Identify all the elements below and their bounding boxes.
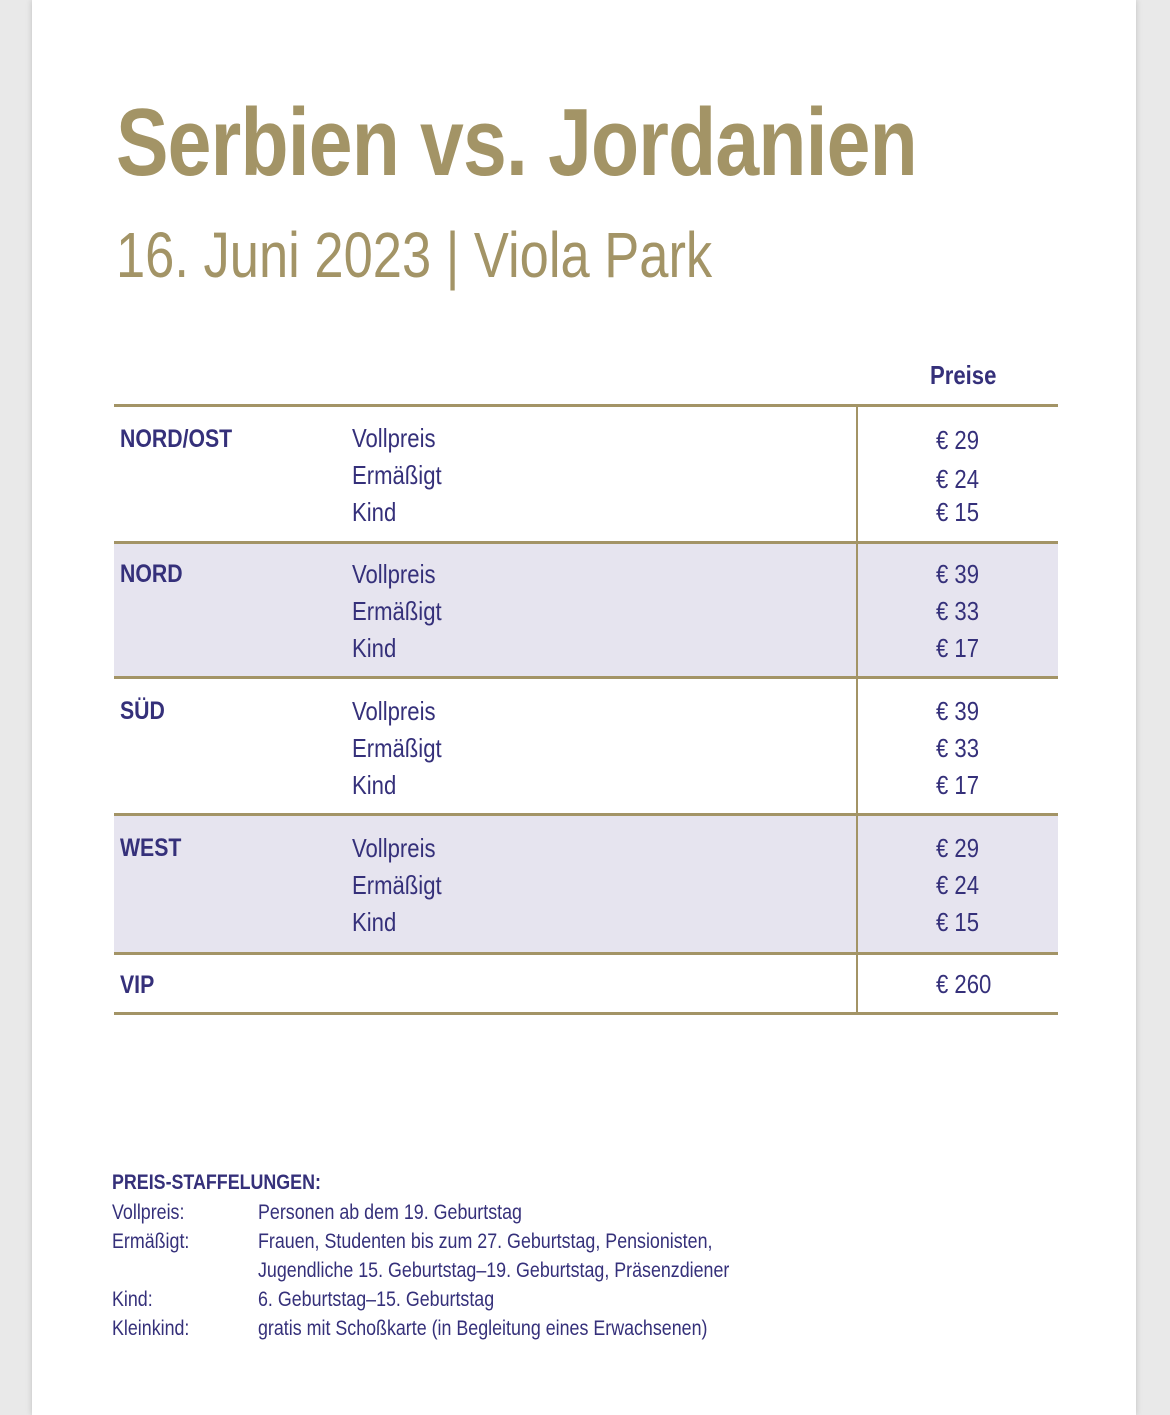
price-value: € 29 bbox=[936, 425, 980, 455]
notes-description: Personen ab dem 19. Geburtstag bbox=[258, 1201, 522, 1224]
table-row bbox=[114, 952, 1058, 1015]
category-label: Kind bbox=[352, 907, 397, 937]
price-tier-notes bbox=[112, 1168, 730, 1343]
category-label: Kind bbox=[352, 633, 397, 663]
column-divider bbox=[856, 544, 858, 676]
column-divider bbox=[856, 679, 858, 813]
category-list bbox=[352, 693, 457, 804]
price-value: € 29 bbox=[936, 833, 980, 863]
category-list bbox=[352, 556, 457, 667]
category-label: Vollpreis bbox=[352, 423, 436, 453]
price-value: € 33 bbox=[936, 596, 980, 626]
price-value: € 15 bbox=[936, 497, 980, 527]
category-label: Ermäßigt bbox=[352, 460, 442, 490]
price-value: € 15 bbox=[936, 907, 980, 937]
notes-term: Ermäßigt: bbox=[112, 1230, 190, 1253]
notes-term: Kind: bbox=[112, 1288, 153, 1311]
notes-row bbox=[112, 1227, 713, 1256]
column-divider bbox=[856, 407, 858, 541]
notes-description: Jugendliche 15. Geburtstag–19. Geburtstag, Präsenzdiener bbox=[258, 1259, 730, 1282]
table-row bbox=[114, 404, 1058, 541]
notes-description: 6. Geburtstag–15. Geburtstag bbox=[258, 1288, 495, 1311]
page-title: Serbien vs. Jordanien bbox=[116, 89, 917, 196]
notes-term: Kleinkind: bbox=[112, 1317, 190, 1340]
document-page bbox=[32, 0, 1136, 1415]
category-list bbox=[352, 420, 457, 531]
price-list bbox=[936, 422, 987, 531]
price-list bbox=[936, 556, 987, 667]
table-row bbox=[114, 676, 1058, 813]
price-value: € 17 bbox=[936, 770, 980, 800]
category-label: Kind bbox=[352, 497, 397, 527]
block-label: NORD bbox=[120, 560, 183, 588]
column-divider bbox=[856, 816, 858, 952]
notes-row bbox=[112, 1314, 708, 1343]
table-row bbox=[114, 813, 1058, 952]
notes-description: Frauen, Studenten bis zum 27. Geburtstag, Pensionisten, bbox=[258, 1230, 713, 1253]
price-value: € 39 bbox=[936, 696, 980, 726]
price-value: € 33 bbox=[936, 733, 980, 763]
price-value: € 24 bbox=[936, 870, 980, 900]
price-list bbox=[936, 966, 1001, 1003]
category-label: Ermäßigt bbox=[352, 870, 442, 900]
page-subtitle: 16. Juni 2023 | Viola Park bbox=[116, 219, 713, 291]
category-label: Vollpreis bbox=[352, 696, 436, 726]
category-list bbox=[352, 830, 457, 941]
notes-row bbox=[112, 1285, 495, 1314]
notes-description: gratis mit Schoßkarte (in Begleitung eines Erwachsenen) bbox=[258, 1317, 708, 1340]
price-value: € 260 bbox=[936, 969, 992, 999]
price-table bbox=[114, 404, 1058, 1015]
column-divider bbox=[856, 955, 858, 1012]
block-label: SÜD bbox=[120, 697, 165, 725]
block-label: NORD/OST bbox=[120, 425, 233, 453]
block-label: WEST bbox=[120, 834, 182, 862]
price-list bbox=[936, 693, 987, 804]
notes-title: PREIS-STAFFELUNGEN: bbox=[112, 1171, 321, 1194]
notes-row bbox=[112, 1198, 522, 1227]
category-label: Ermäßigt bbox=[352, 733, 442, 763]
price-list bbox=[936, 830, 987, 941]
price-value: € 24 bbox=[936, 464, 980, 494]
notes-term: Vollpreis: bbox=[112, 1201, 185, 1224]
category-label: Ermäßigt bbox=[352, 596, 442, 626]
price-value: € 17 bbox=[936, 633, 980, 663]
category-label: Vollpreis bbox=[352, 559, 436, 589]
price-value: € 39 bbox=[936, 559, 980, 589]
category-label: Vollpreis bbox=[352, 833, 436, 863]
block-label: VIP bbox=[120, 971, 155, 999]
category-label: Kind bbox=[352, 770, 397, 800]
table-row bbox=[114, 541, 1058, 676]
notes-row bbox=[112, 1256, 730, 1285]
prices-column-header: Preise bbox=[930, 360, 997, 390]
